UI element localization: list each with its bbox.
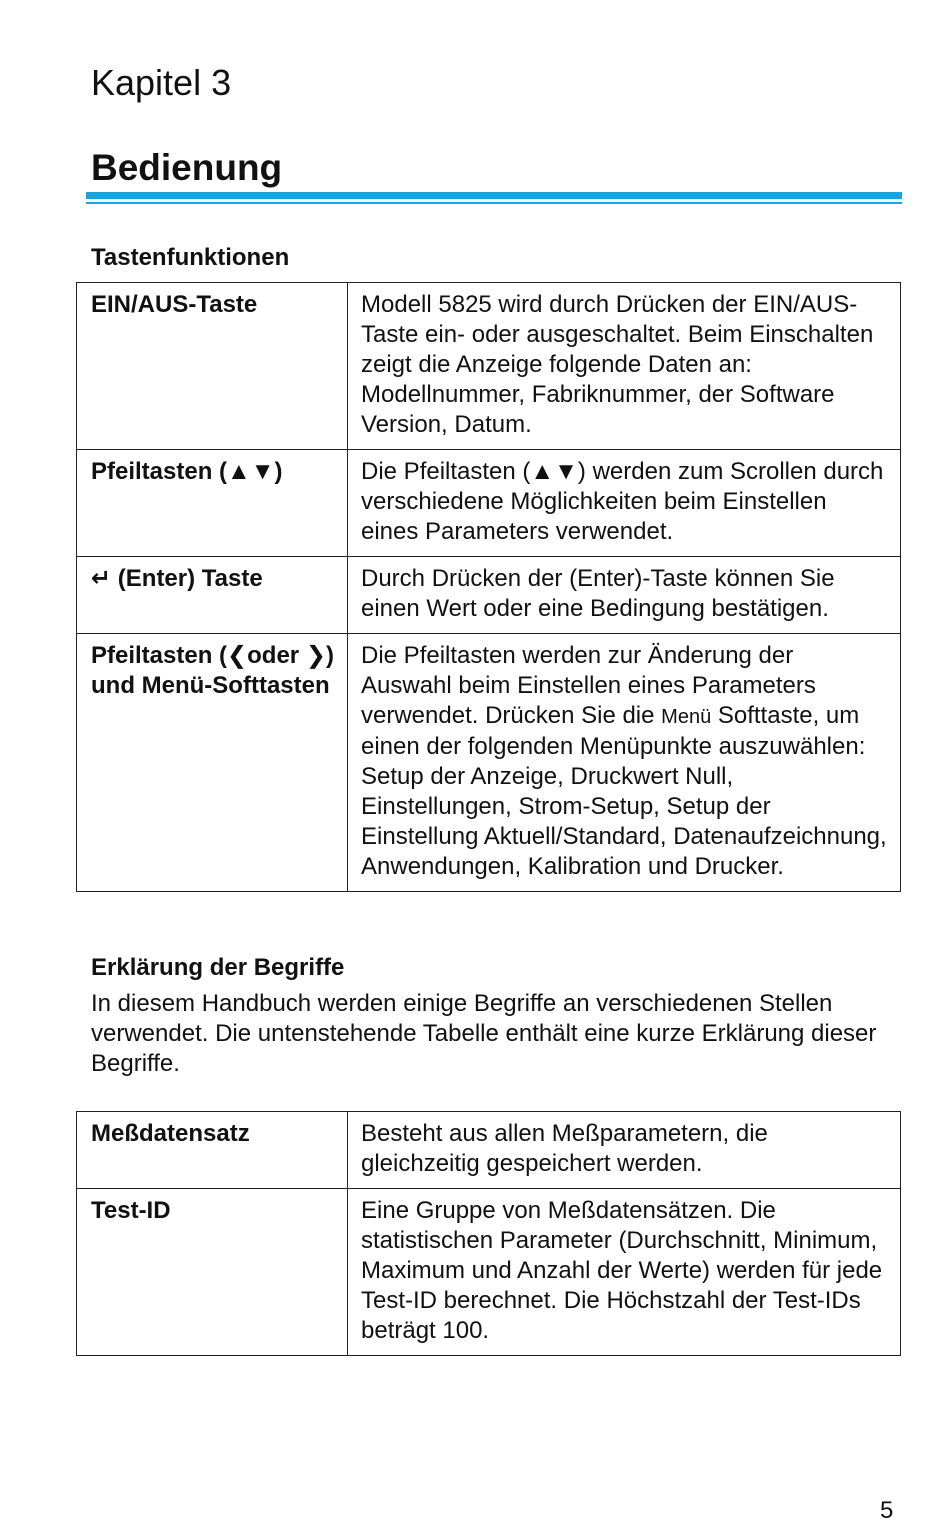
- up-down-arrows-icon: ▲▼: [227, 458, 275, 485]
- term-cell: Meßdatensatz: [77, 1112, 348, 1189]
- table-row: [77, 557, 901, 634]
- term-cell: [77, 557, 348, 634]
- terms-table: [76, 1111, 901, 1356]
- desc-cell: [348, 450, 901, 557]
- desc-cell: Besteht aus allen Meßparametern, die gleichzeitig gespeichert werden.: [348, 1112, 901, 1189]
- desc-cell: Durch Drücken der (Enter)-Taste können Sie einen Wert oder eine Bedingung bestätigen.: [348, 557, 901, 634]
- title-rule: [86, 192, 902, 205]
- term-cell: Test-ID: [77, 1189, 348, 1356]
- table-row: [77, 1112, 901, 1189]
- term-text: Pfeiltasten (: [91, 458, 228, 485]
- page-number: 5: [880, 1497, 894, 1524]
- term-text: oder: [247, 642, 306, 669]
- desc-text: ) werden zum Scrollen durch verschiedene Möglichkeiten beim Einstellen eines Parameters verwendet.: [361, 458, 884, 545]
- desc-cell: Eine Gruppe von Meßdatensätzen. Die statistischen Parameter (Durchschnitt, Minimum, Maximum und Anzahl der Werte) werden für jede Test-ID berechnet. Die Höchstzahl der Test-IDs beträgt 100.: [348, 1189, 901, 1356]
- desc-text: Die Pfeiltasten werden zur Änderung der Auswahl beim Einstellen eines Parameters verwendet. Drücken Sie die: [361, 642, 816, 729]
- term-text: ) und Menü-Softtasten: [91, 642, 334, 699]
- terms-heading: Erklärung der Begriffe: [91, 954, 345, 981]
- desc-text: Die Pfeiltasten (: [361, 458, 531, 485]
- desc-text: Softtaste, um einen der folgenden Menüpunkte auszuwählen: Setup der Anzeige, Druckwert Null, Einstellungen, Strom-Setup, Setup der Einstellung Aktuell/Standard, Datenaufzeichnung, Anwendungen, Kalibration und Drucker.: [361, 702, 887, 880]
- table-row: [77, 450, 901, 557]
- chapter-label: Kapitel 3: [91, 62, 232, 103]
- term-text: Pfeiltasten (: [91, 642, 228, 669]
- table-row: [77, 283, 901, 450]
- right-arrow-icon: ❯: [305, 642, 326, 669]
- key-functions-table: [76, 282, 901, 892]
- page-title: Bedienung: [91, 147, 283, 188]
- term-cell: [77, 634, 348, 892]
- enter-key-icon: ↵: [91, 565, 112, 592]
- desc-cell: [348, 634, 901, 892]
- desc-cell: Modell 5825 wird durch Drücken der EIN/AUS-Taste ein- oder ausgeschaltet. Beim Einschalten zeigt die Anzeige folgende Daten an: Modellnummer, Fabriknummer, der Software Version, Datum.: [348, 283, 901, 450]
- menu-softkey-label: Menü: [661, 706, 712, 728]
- left-arrow-icon: ❮: [227, 642, 248, 669]
- term-text: ): [274, 458, 283, 485]
- term-cell: EIN/AUS-Taste: [77, 283, 348, 450]
- title-rule-thick: [86, 192, 902, 199]
- table-row: [77, 1189, 901, 1356]
- terms-intro-paragraph: In diesem Handbuch werden einige Begriffe an verschiedenen Stellen verwendet. Die untenstehende Tabelle enthält eine kurze Erklärung dieser Begriffe.: [91, 990, 877, 1077]
- up-down-arrows-icon: ▲▼: [530, 458, 578, 485]
- keys-heading: Tastenfunktionen: [91, 244, 290, 271]
- title-rule-thin: [86, 202, 902, 204]
- term-cell: [77, 450, 348, 557]
- table-row: [77, 634, 901, 892]
- term-text: (Enter) Taste: [111, 565, 263, 592]
